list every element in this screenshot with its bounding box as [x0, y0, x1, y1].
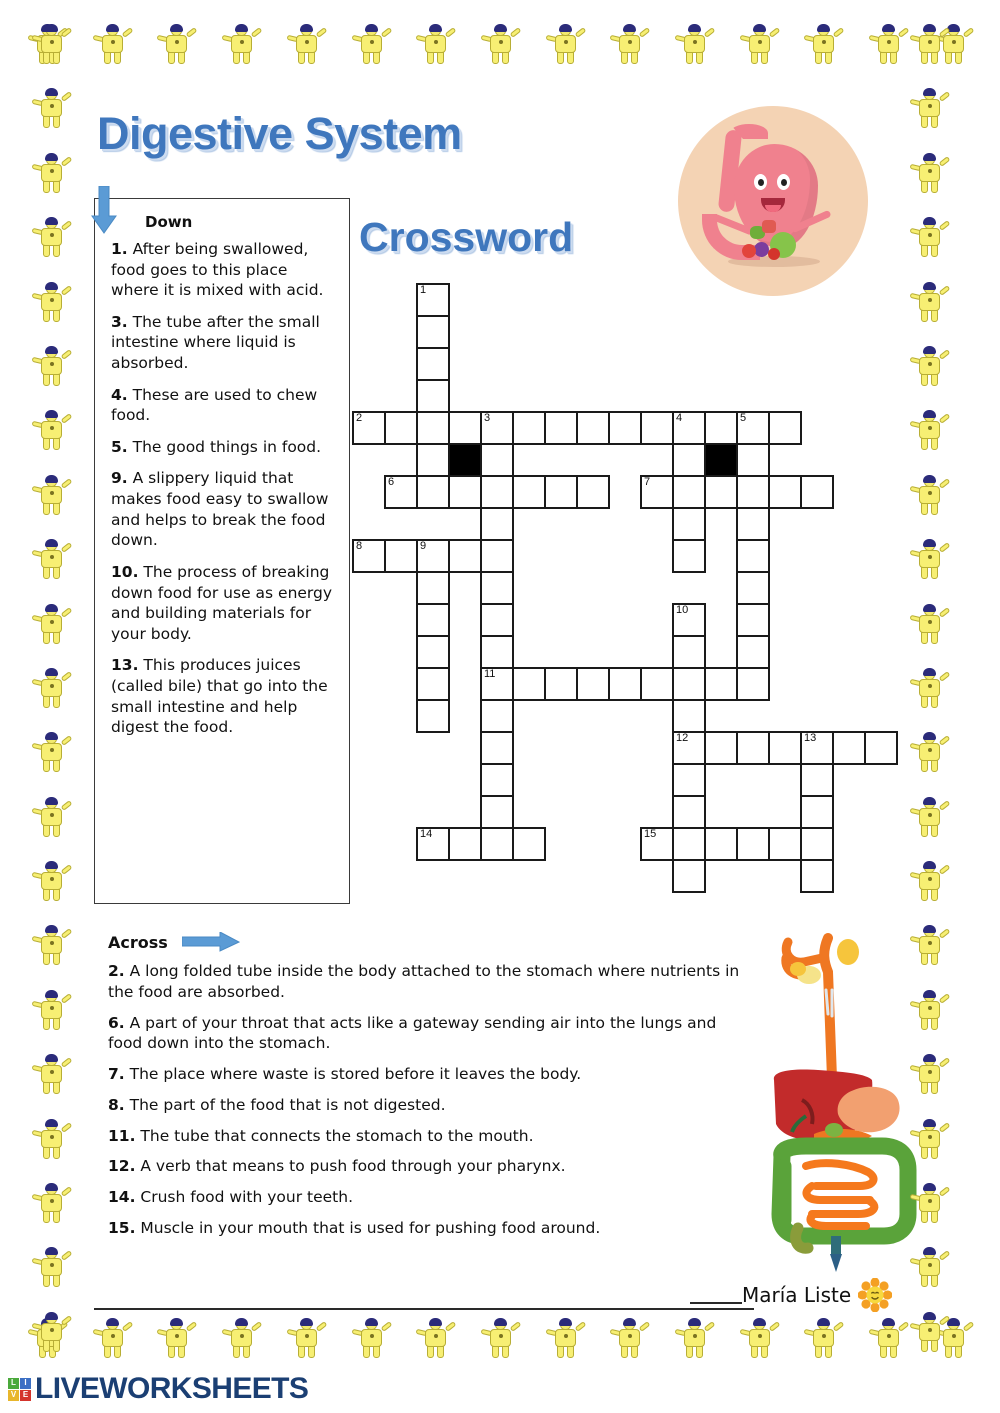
grid-cell[interactable]: [672, 603, 706, 637]
grid-cell[interactable]: [512, 475, 546, 509]
grid-cell[interactable]: [416, 283, 450, 317]
down-clue-number: 3.: [111, 312, 128, 331]
border-kid-icon: [912, 1119, 946, 1161]
across-clues-list: [108, 961, 746, 1239]
grid-cell[interactable]: [416, 699, 450, 733]
grid-cell[interactable]: [480, 667, 514, 701]
grid-cell[interactable]: [800, 827, 834, 861]
grid-cell[interactable]: [704, 827, 738, 861]
across-clue-text: Crush food with your teeth.: [135, 1188, 353, 1207]
grid-cell[interactable]: [800, 859, 834, 893]
grid-cell[interactable]: [672, 411, 706, 445]
across-clue-item: [108, 1064, 746, 1085]
grid-cell[interactable]: [576, 475, 610, 509]
grid-cell[interactable]: [512, 667, 546, 701]
border-kid-icon: [912, 475, 946, 517]
signature-line: [690, 1302, 742, 1304]
grid-cell[interactable]: [352, 411, 386, 445]
grid-cell[interactable]: [480, 571, 514, 605]
down-clues-list: [111, 239, 336, 738]
border-kid-icon: [34, 346, 68, 388]
across-clue-item: [108, 961, 746, 1003]
grid-cell[interactable]: [672, 475, 706, 509]
grid-cell-blocked: [448, 443, 482, 477]
across-divider: [94, 1308, 754, 1310]
logo-tile-l: L: [8, 1378, 19, 1389]
border-kid-icon: [159, 24, 193, 66]
border-kid-icon: [548, 1318, 582, 1360]
grid-cell[interactable]: [480, 763, 514, 797]
grid-cell[interactable]: [384, 411, 418, 445]
across-clues-box: [94, 922, 754, 1310]
across-heading: Across: [108, 932, 168, 952]
decorative-border-right: [912, 24, 946, 1354]
grid-cell[interactable]: [448, 827, 482, 861]
across-clue-text: A verb that means to push food through your pharynx.: [135, 1157, 566, 1176]
liveworksheets-brand: LIVEWORKSHEETS: [35, 1372, 309, 1405]
grid-cell[interactable]: [480, 475, 514, 509]
border-kid-icon: [34, 604, 68, 646]
grid-cell[interactable]: [800, 475, 834, 509]
grid-cell[interactable]: [736, 411, 770, 445]
down-clue-text: These are used to chew food.: [111, 385, 318, 425]
grid-cell[interactable]: [416, 571, 450, 605]
down-clue-number: 4.: [111, 385, 128, 404]
grid-cell-number: 5: [740, 412, 747, 424]
down-clue-item: [111, 385, 336, 426]
grid-cell[interactable]: [672, 699, 706, 733]
border-kid-icon: [912, 410, 946, 452]
grid-cell[interactable]: [672, 635, 706, 669]
border-kid-icon: [418, 24, 452, 66]
down-clue-number: 13.: [111, 656, 139, 675]
across-clue-item: [108, 1126, 746, 1147]
across-clue-number: 2.: [108, 962, 125, 980]
across-clue-number: 8.: [108, 1095, 125, 1114]
grid-cell[interactable]: [480, 699, 514, 733]
border-kid-icon: [34, 990, 68, 1032]
grid-cell[interactable]: [384, 475, 418, 509]
border-kid-icon: [34, 1183, 68, 1225]
grid-cell[interactable]: [736, 539, 770, 573]
border-kid-icon: [677, 24, 711, 66]
down-heading: Down: [145, 213, 193, 231]
border-kid-icon: [912, 88, 946, 130]
grid-cell[interactable]: [480, 443, 514, 477]
down-clue-text: A slippery liquid that makes food easy to swallow and helps to break the food down.: [111, 469, 329, 550]
across-clue-item: [108, 1156, 746, 1177]
down-clue-number: 1.: [111, 240, 128, 258]
grid-cell[interactable]: [448, 539, 482, 573]
grid-cell[interactable]: [704, 411, 738, 445]
border-kid-icon: [912, 539, 946, 581]
grid-cell[interactable]: [736, 635, 770, 669]
border-kid-icon: [34, 732, 68, 774]
border-kid-icon: [34, 217, 68, 259]
liveworksheets-footer: [8, 1372, 308, 1406]
border-kid-icon: [34, 410, 68, 452]
grid-cell[interactable]: [512, 827, 546, 861]
down-clue-number: 5.: [111, 437, 128, 456]
grid-cell[interactable]: [768, 827, 802, 861]
grid-cell[interactable]: [448, 411, 482, 445]
grid-cell-number: 4: [676, 412, 683, 424]
crossword-grid[interactable]: [352, 283, 932, 903]
grid-cell-number: 13: [804, 732, 817, 744]
down-clue-item: [111, 437, 336, 458]
stomach-mascot-image: [678, 106, 868, 296]
across-clue-number: 6.: [108, 1013, 125, 1032]
across-clue-number: 12.: [108, 1157, 136, 1176]
border-kid-icon: [34, 475, 68, 517]
border-kid-icon: [912, 1054, 946, 1096]
down-clue-item: [111, 312, 336, 374]
border-kid-icon: [418, 1318, 452, 1360]
down-clue-item: [111, 562, 336, 644]
grid-cell[interactable]: [416, 475, 450, 509]
down-clue-text: The good things in food.: [127, 437, 322, 456]
border-kid-icon: [912, 217, 946, 259]
border-kid-icon: [159, 1318, 193, 1360]
grid-cell[interactable]: [416, 443, 450, 477]
grid-cell[interactable]: [480, 539, 514, 573]
grid-cell[interactable]: [416, 603, 450, 637]
border-kid-icon: [34, 1312, 68, 1354]
border-kid-icon: [34, 861, 68, 903]
grid-cell[interactable]: [576, 411, 610, 445]
grid-cell[interactable]: [672, 763, 706, 797]
down-clue-text: The process of breaking down food for use as energy and building materials for your body.: [111, 562, 333, 643]
grid-cell[interactable]: [736, 731, 770, 765]
across-clue-number: 15.: [108, 1218, 136, 1237]
grid-cell[interactable]: [576, 667, 610, 701]
grid-cell[interactable]: [704, 731, 738, 765]
grid-cell-number: 8: [356, 540, 363, 552]
grid-cell[interactable]: [736, 571, 770, 605]
grid-cell[interactable]: [416, 411, 450, 445]
grid-cell[interactable]: [608, 667, 642, 701]
grid-cell-number: 15: [644, 828, 657, 840]
down-arrow-icon: [91, 186, 117, 234]
grid-cell[interactable]: [608, 411, 642, 445]
across-clue-item: [108, 1187, 746, 1208]
grid-cell[interactable]: [672, 795, 706, 829]
grid-cell[interactable]: [512, 411, 546, 445]
grid-cell-number: 1: [420, 284, 427, 296]
across-clue-item: [108, 1218, 746, 1239]
grid-cell-number: 11: [484, 668, 496, 680]
border-kid-icon: [34, 539, 68, 581]
down-clue-number: 9.: [111, 469, 128, 488]
grid-cell[interactable]: [736, 667, 770, 701]
border-kid-icon: [224, 24, 258, 66]
border-kid-icon: [912, 861, 946, 903]
grid-cell[interactable]: [416, 635, 450, 669]
border-kid-icon: [806, 24, 840, 66]
across-clue-text: A long folded tube inside the body attached to the stomach where nutrients in the food are absorbed.: [108, 962, 740, 1001]
decorative-border-bottom: [30, 1318, 970, 1360]
border-kid-icon: [612, 24, 646, 66]
across-arrow-icon: [182, 932, 240, 952]
border-kid-icon: [95, 24, 129, 66]
grid-cell[interactable]: [672, 443, 706, 477]
grid-cell[interactable]: [800, 763, 834, 797]
border-kid-icon: [289, 1318, 323, 1360]
grid-cell-number: 6: [388, 476, 395, 488]
across-clue-text: A part of your throat that acts like a gateway sending air into the lungs and food down into the stomach.: [108, 1013, 717, 1053]
grid-cell[interactable]: [736, 475, 770, 509]
grid-cell[interactable]: [640, 411, 674, 445]
grid-cell[interactable]: [672, 827, 706, 861]
grid-cell[interactable]: [800, 731, 834, 765]
grid-cell-blocked: [704, 443, 738, 477]
grid-cell[interactable]: [736, 827, 770, 861]
grid-cell[interactable]: [480, 507, 514, 541]
border-kid-icon: [742, 24, 776, 66]
border-kid-icon: [912, 668, 946, 710]
grid-cell[interactable]: [416, 539, 450, 573]
grid-cell-number: 2: [356, 412, 363, 424]
border-kid-icon: [871, 1318, 905, 1360]
border-kid-icon: [612, 1318, 646, 1360]
across-clue-number: 11.: [108, 1126, 136, 1145]
border-kid-icon: [912, 1312, 946, 1354]
border-kid-icon: [289, 24, 323, 66]
border-kid-icon: [354, 1318, 388, 1360]
border-kid-icon: [34, 88, 68, 130]
across-clue-item: [108, 1013, 746, 1055]
page-title: Digestive System: [97, 108, 462, 159]
down-clue-item: [111, 655, 336, 737]
author-signature: María Liste: [742, 1283, 852, 1307]
grid-cell[interactable]: [416, 667, 450, 701]
grid-cell[interactable]: [736, 603, 770, 637]
across-clue-item: [108, 1095, 746, 1116]
grid-cell[interactable]: [416, 379, 450, 413]
grid-cell[interactable]: [384, 539, 418, 573]
border-kid-icon: [483, 24, 517, 66]
grid-cell[interactable]: [480, 603, 514, 637]
border-kid-icon: [871, 24, 905, 66]
across-clue-text: The tube that connects the stomach to the mouth.: [135, 1126, 534, 1145]
border-kid-icon: [34, 1247, 68, 1289]
grid-cell[interactable]: [736, 443, 770, 477]
border-kid-icon: [806, 1318, 840, 1360]
grid-cell[interactable]: [480, 827, 514, 861]
across-clue-number: 14.: [108, 1188, 136, 1207]
grid-cell[interactable]: [416, 347, 450, 381]
border-kid-icon: [34, 668, 68, 710]
grid-cell[interactable]: [640, 827, 674, 861]
grid-cell[interactable]: [672, 731, 706, 765]
grid-cell[interactable]: [480, 411, 514, 445]
border-kid-icon: [34, 925, 68, 967]
down-clue-item: [111, 239, 336, 301]
grid-cell[interactable]: [672, 667, 706, 701]
border-kid-icon: [224, 1318, 258, 1360]
border-kid-icon: [912, 1183, 946, 1225]
border-kid-icon: [34, 1119, 68, 1161]
grid-cell[interactable]: [768, 475, 802, 509]
grid-cell-number: 14: [420, 828, 433, 840]
border-kid-icon: [34, 24, 68, 66]
border-kid-icon: [34, 797, 68, 839]
border-kid-icon: [912, 282, 946, 324]
grid-cell[interactable]: [544, 411, 578, 445]
grid-cell[interactable]: [768, 411, 802, 445]
border-kid-icon: [483, 1318, 517, 1360]
across-clue-number: 7.: [108, 1065, 125, 1084]
grid-cell[interactable]: [448, 475, 482, 509]
down-clue-text: After being swallowed, food goes to this place where it is mixed with acid.: [111, 240, 324, 300]
logo-tile-v: V: [8, 1390, 19, 1401]
across-clue-text: The part of the food that is not digested.: [124, 1095, 446, 1114]
grid-cell-number: 7: [644, 476, 651, 488]
grid-cell[interactable]: [416, 315, 450, 349]
border-kid-icon: [912, 990, 946, 1032]
grid-cell[interactable]: [672, 859, 706, 893]
digestive-system-diagram: [762, 928, 930, 1276]
border-kid-icon: [34, 153, 68, 195]
border-kid-icon: [912, 1247, 946, 1289]
page-subtitle: Crossword: [359, 214, 574, 260]
grid-cell-number: 3: [484, 412, 491, 424]
decorative-border-top: [30, 24, 970, 66]
grid-cell-number: 10: [676, 604, 689, 616]
border-kid-icon: [677, 1318, 711, 1360]
grid-cell[interactable]: [832, 731, 866, 765]
grid-cell[interactable]: [864, 731, 898, 765]
grid-cell[interactable]: [672, 507, 706, 541]
down-clue-text: The tube after the small intestine where liquid is absorbed.: [111, 312, 320, 373]
border-kid-icon: [912, 346, 946, 388]
logo-tile-e: E: [20, 1390, 31, 1401]
across-heading-row: [108, 932, 746, 952]
grid-cell[interactable]: [416, 827, 450, 861]
grid-cell[interactable]: [640, 667, 674, 701]
border-kid-icon: [912, 153, 946, 195]
border-kid-icon: [34, 1054, 68, 1096]
grid-cell[interactable]: [736, 507, 770, 541]
border-kid-icon: [34, 282, 68, 324]
grid-cell[interactable]: [544, 475, 578, 509]
grid-cell-number: 12: [676, 732, 689, 744]
grid-cell[interactable]: [480, 635, 514, 669]
down-clue-text: This produces juices (called bile) that go into the small intestine and help digest the food.: [111, 656, 328, 737]
border-kid-icon: [912, 732, 946, 774]
border-kid-icon: [912, 604, 946, 646]
across-clue-text: Muscle in your mouth that is used for pushing food around.: [135, 1218, 601, 1237]
border-kid-icon: [912, 925, 946, 967]
grid-cell[interactable]: [768, 731, 802, 765]
down-clue-item: [111, 468, 336, 550]
grid-cell[interactable]: [352, 539, 386, 573]
border-kid-icon: [548, 24, 582, 66]
flower-icon: [858, 1278, 892, 1312]
grid-cell[interactable]: [704, 667, 738, 701]
grid-cell[interactable]: [800, 795, 834, 829]
grid-cell[interactable]: [544, 667, 578, 701]
border-kid-icon: [354, 24, 388, 66]
grid-cell[interactable]: [480, 795, 514, 829]
grid-cell[interactable]: [704, 475, 738, 509]
border-kid-icon: [912, 24, 946, 66]
logo-tile-i: I: [20, 1378, 31, 1389]
across-clue-text: The place where waste is stored before it leaves the body.: [124, 1065, 582, 1084]
down-clue-number: 10.: [111, 562, 139, 581]
grid-cell[interactable]: [480, 731, 514, 765]
grid-cell[interactable]: [640, 475, 674, 509]
liveworksheets-logo-icon: [8, 1378, 31, 1401]
down-clues-box: [94, 198, 350, 904]
border-kid-icon: [912, 797, 946, 839]
grid-cell-number: 9: [420, 540, 427, 552]
grid-cell[interactable]: [672, 539, 706, 573]
border-kid-icon: [95, 1318, 129, 1360]
decorative-border-left: [34, 24, 68, 1354]
border-kid-icon: [742, 1318, 776, 1360]
